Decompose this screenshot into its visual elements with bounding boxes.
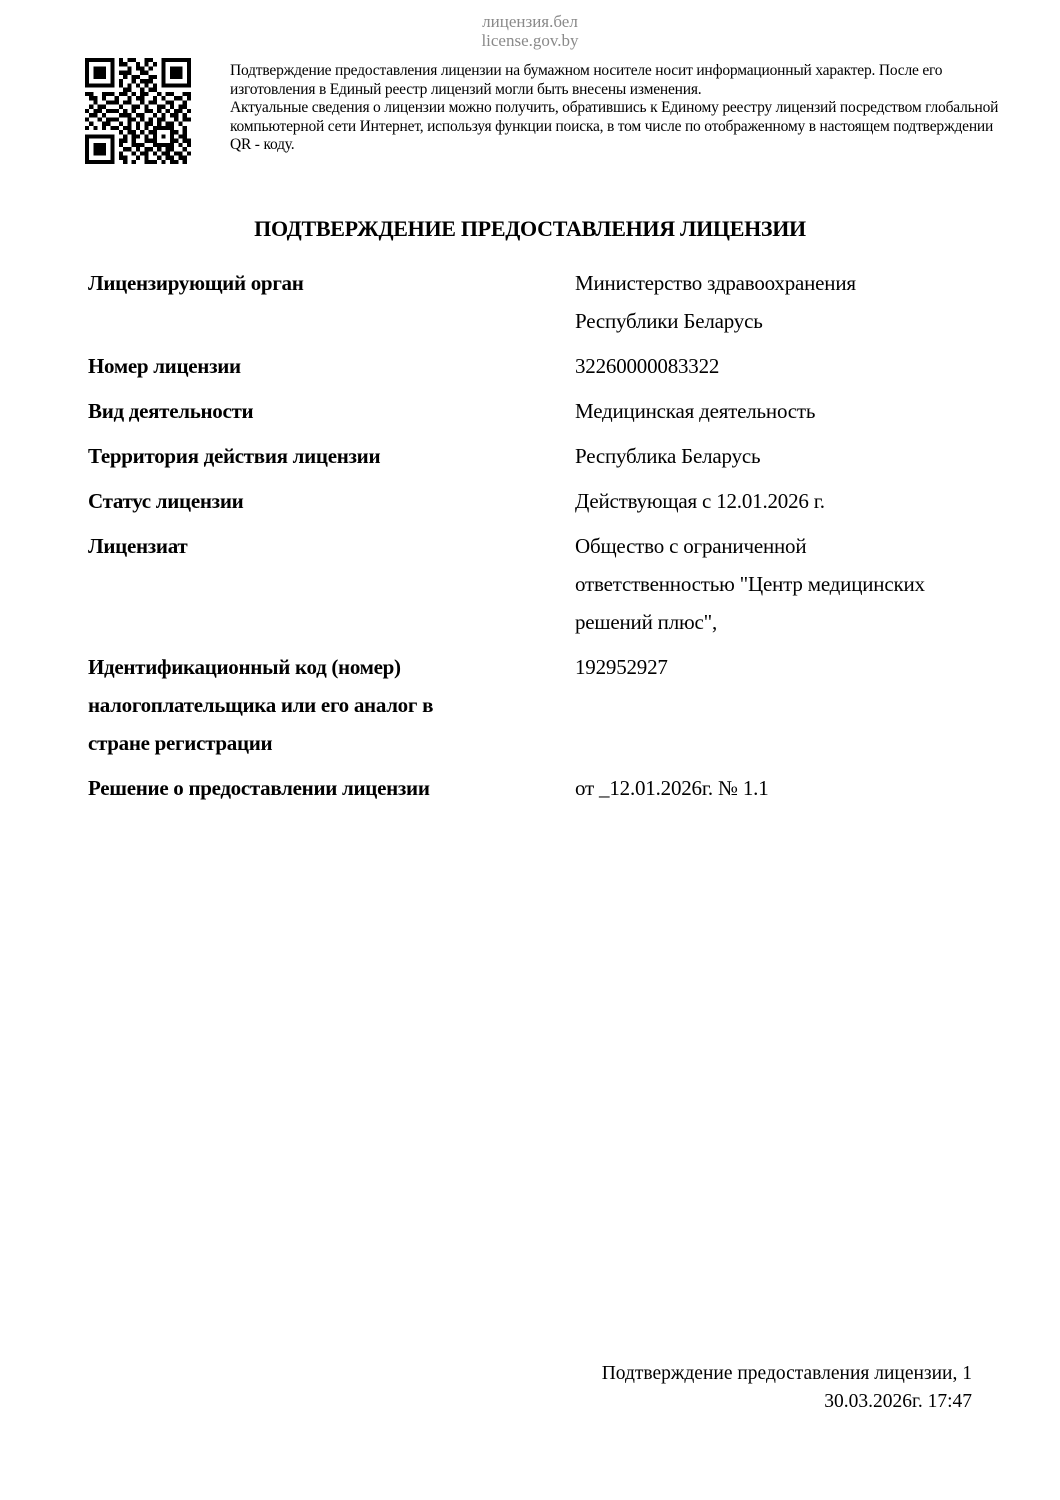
notice-text bbox=[230, 62, 1008, 155]
field-label: Статус лицензии bbox=[88, 489, 244, 513]
field-value: 192952927 bbox=[575, 655, 668, 679]
field-label: Решение о предоставлении лицензии bbox=[88, 776, 430, 800]
field-value: Республика Беларусь bbox=[575, 444, 761, 468]
field-label: Идентификационный код (номер) налогоплательщика или его аналог в стране регистрации bbox=[88, 655, 434, 755]
fields bbox=[88, 264, 978, 814]
field-row bbox=[88, 482, 978, 520]
document-title: ПОДТВЕРЖДЕНИЕ ПРЕДОСТАВЛЕНИЯ ЛИЦЕНЗИИ bbox=[254, 216, 806, 241]
field-value: Общество с ограниченной ответственностью "Центр медицинских решений плюс", bbox=[575, 534, 925, 634]
site-name-cyrillic: лицензия.бел bbox=[482, 12, 578, 31]
site-header bbox=[0, 12, 1060, 50]
field-row bbox=[88, 264, 978, 340]
field-row bbox=[88, 648, 978, 762]
field-value: от _12.01.2026г. № 1.1 bbox=[575, 776, 769, 800]
page-footer bbox=[602, 1360, 972, 1416]
field-row bbox=[88, 527, 978, 641]
field-label: Номер лицензии bbox=[88, 354, 241, 378]
field-row bbox=[88, 347, 978, 385]
field-row bbox=[88, 769, 978, 807]
qr-code bbox=[85, 58, 191, 164]
field-label: Вид деятельности bbox=[88, 399, 254, 423]
field-value: Министерство здравоохранения Республики Беларусь bbox=[575, 271, 856, 333]
field-value: 32260000083322 bbox=[575, 354, 720, 378]
notice-paragraph-1: Подтверждение предоставления лицензии на бумажном носителе носит информационный характер. После его изготовления в Единый реестр лицензий могли быть внесены изменения. bbox=[230, 62, 943, 98]
footer-timestamp: 30.03.2026г. 17:47 bbox=[824, 1391, 972, 1412]
footer-doc-name-and-page: Подтверждение предоставления лицензии, 1 bbox=[601, 1363, 972, 1384]
field-value: Медицинская деятельность bbox=[575, 399, 816, 423]
field-row bbox=[88, 437, 978, 475]
field-label: Территория действия лицензии bbox=[88, 444, 381, 468]
field-label: Лицензирующий орган bbox=[88, 271, 304, 295]
notice-paragraph-2: Актуальные сведения о лицензии можно получить, обратившись к Единому реестру лицензий посредством глобальной компьютерной сети Интернет, используя функции поиска, в том числе по отображенному в настоящем подтверждении QR - коду. bbox=[230, 99, 999, 154]
field-value: Действующая с 12.01.2026 г. bbox=[575, 489, 825, 513]
field-row bbox=[88, 392, 978, 430]
site-url: license.gov.by bbox=[481, 31, 579, 50]
field-label: Лицензиат bbox=[88, 534, 188, 558]
